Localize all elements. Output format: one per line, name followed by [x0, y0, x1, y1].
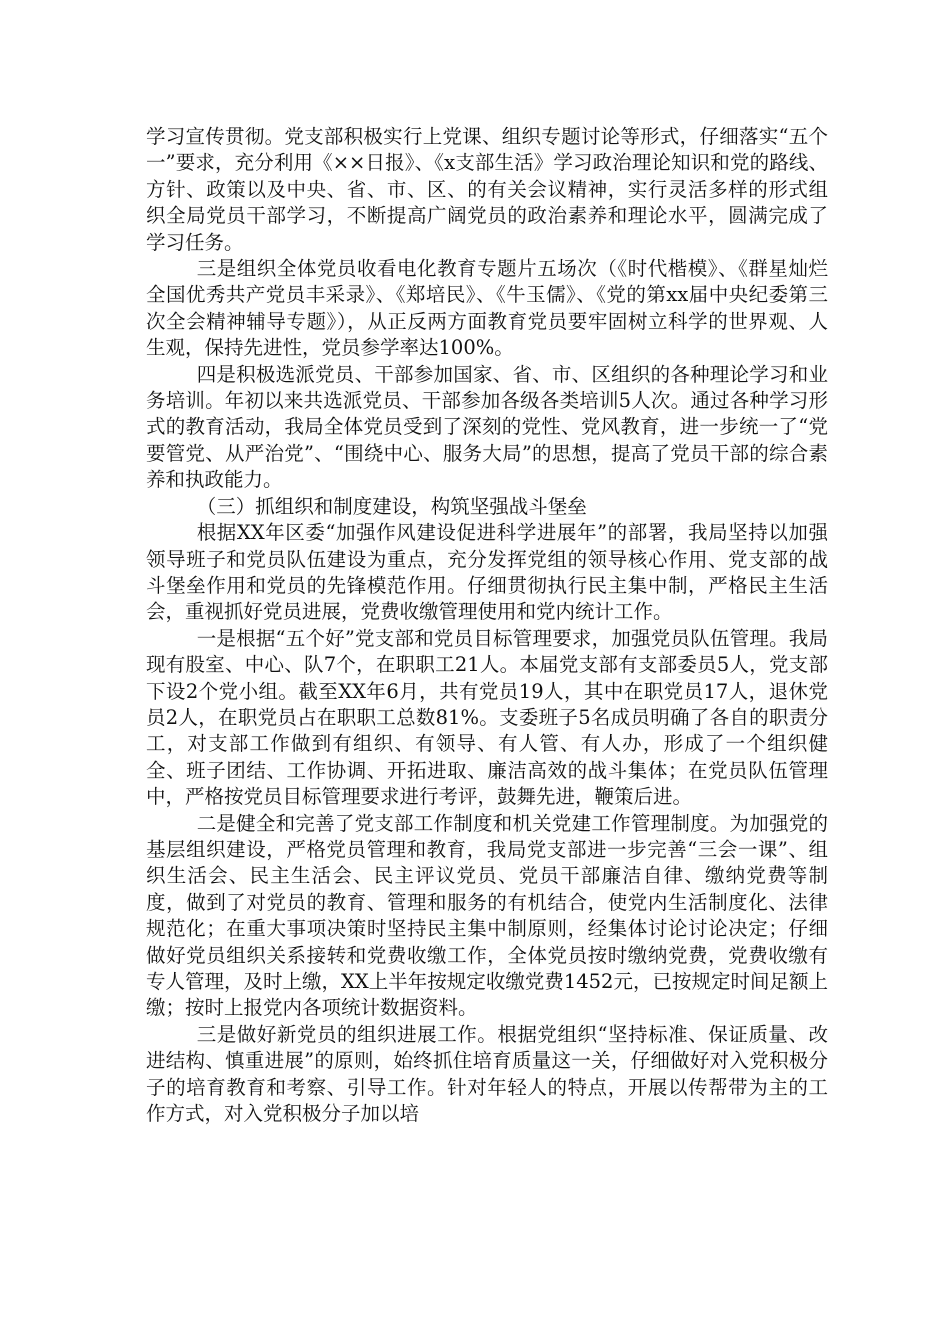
paragraph-work-style: 根据XX年区委“加强作风建设促进科学进展年”的部署，我局坚持以加强领导班子和党员队伍建设为重点，充分发挥党组的领导核心作用、党支部的战斗堡垒作用和党员的先锋模范作用。仔细贯彻执行民主集中制，严格民主生活会，重视抓好党员进展，党费收缴管理使用和党内统计工作。 [146, 521, 828, 624]
paragraph-training: 四是积极选派党员、干部参加国家、省、市、区组织的各种理论学习和业务培训。年初以来共选派党员、干部参加各级各类培训5人次。通过各种学习形式的教育活动，我局全体党员受到了深刻的党性、党风教育，进一步统一了“党要管党、从严治党”、“围绕中心、服务大局”的思想，提高了党员干部的综合素养和执政能力。 [146, 362, 828, 492]
section-heading-organization: （三）抓组织和制度建设，构筑坚强战斗堡垒 [196, 494, 587, 518]
paragraph-new-members: 三是做好新党员的组织进展工作。根据党组织“坚持标准、保证质量、改进结构、慎重进展”的原则，始终抓住培育质量这一关，仔细做好对入党积极分子的培育教育和考察、引导工作。针对年轻人的特点，开展以传帮带为主的工作方式，对入党积极分子加以培 [146, 1022, 828, 1126]
paragraph-video-education: 三是组织全体党员收看电化教育专题片五场次（《时代楷模》、《群星灿烂全国优秀共产党员丰采录》、《郑培民》、《牛玉儒》、《党的第xx届中央纪委第三次全会精神辅导专题》），从正反两方面教育党员要牢固树立科学的世界观、人生观，保持先进性，党员参学率达100%。 [146, 257, 828, 360]
document-page [146, 124, 828, 1127]
paragraph-study-propaganda: 学习宣传贯彻。党支部积极实行上党课、组织专题讨论等形式，仔细落实“五个一”要求，充分利用《××日报》、《x支部生活》学习政治理论知识和党的路线、方针、政策以及中央、省、市、区、的有关会议精神，实行灵活多样的形式组织全局党员干部学习，不断提高广阔党员的政治素养和理论水平，圆满完成了学习任务。 [146, 125, 828, 254]
paragraph-member-management: 一是根据“五个好”党支部和党员目标管理要求，加强党员队伍管理。我局现有股室、中心、队7个，在职职工21人。本届党支部有支部委员5人，党支部下设2个党小组。截至XX年6月，共有党员19人，其中在职党员17人，退休党员2人，在职党员占在职职工总数81%。支委班子5名成员明确了各自的职责分工，对支部工作做到有组织、有领导、有人管、有人办，形成了一个组织健全、班子团结、工作协调、开拓进取、廉洁高效的战斗集体；在党员队伍管理中，严格按党员目标管理要求进行考评，鼓舞先进，鞭策后进。 [146, 626, 828, 809]
paragraph-system-building: 二是健全和完善了党支部工作制度和机关党建工作管理制度。为加强党的基层组织建设，严格党员管理和教育，我局党支部进一步完善“三会一课”、组织生活会、民主生活会、民主评议党员、党员干部廉洁自律、缴纳党费等制度，做到了对党员的教育、管理和服务的有机结合，使党内生活制度化、法律规范化；在重大事项决策时坚持民主集中制原则，经集体讨论讨论决定；仔细做好党员组织关系接转和党费收缴工作，全体党员按时缴纳党费，党费收缴有专人管理，及时上缴，XX上半年按规定收缴党费1452元，已按规定时间足额上缴；按时上报党内各项统计数据资料。 [146, 811, 828, 1020]
